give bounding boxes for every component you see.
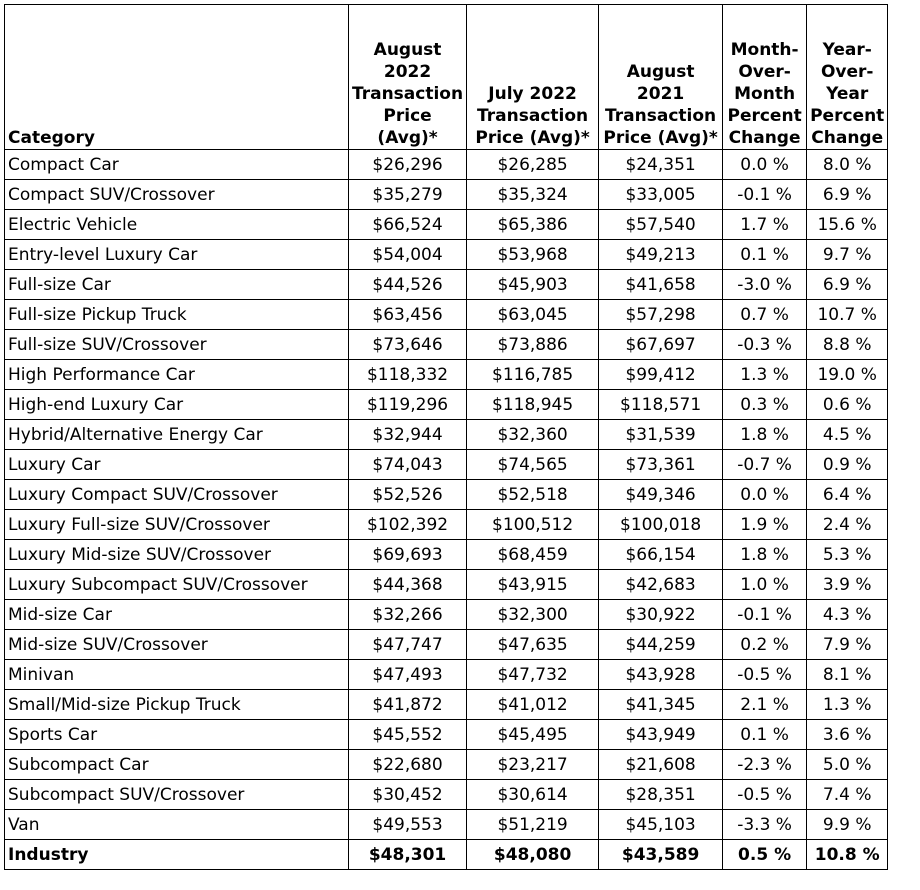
cell-mom-change: 0.7 %	[723, 300, 807, 330]
cell-aug-2022-price: $45,552	[349, 720, 467, 750]
cell-category: Van	[5, 810, 349, 840]
cell-mom-change: 0.1 %	[723, 240, 807, 270]
cell-mom-change: 0.3 %	[723, 390, 807, 420]
cell-yoy-change: 8.1 %	[807, 660, 888, 690]
cell-jul-2022-price: $51,219	[467, 810, 599, 840]
cell-yoy-change: 8.0 %	[807, 150, 888, 180]
cell-yoy-change: 5.0 %	[807, 750, 888, 780]
cell-jul-2022-price: $26,285	[467, 150, 599, 180]
cell-aug-2021-price: $67,697	[599, 330, 723, 360]
cell-aug-2022-price: $47,493	[349, 660, 467, 690]
cell-yoy-change: 4.3 %	[807, 600, 888, 630]
cell-mom-change: 1.7 %	[723, 210, 807, 240]
cell-yoy-change: 15.6 %	[807, 210, 888, 240]
table-row	[5, 420, 888, 450]
table-body	[5, 150, 888, 870]
cell-aug-2022-price: $66,524	[349, 210, 467, 240]
cell-jul-2022-price: $73,886	[467, 330, 599, 360]
cell-mom-change: -0.5 %	[723, 780, 807, 810]
cell-mom-change: 0.0 %	[723, 150, 807, 180]
table-row	[5, 270, 888, 300]
cell-aug-2021-price: $73,361	[599, 450, 723, 480]
cell-category: Full-size Pickup Truck	[5, 300, 349, 330]
cell-jul-2022-price: $30,614	[467, 780, 599, 810]
total-category: Industry	[5, 840, 349, 870]
cell-jul-2022-price: $63,045	[467, 300, 599, 330]
cell-aug-2022-price: $32,944	[349, 420, 467, 450]
cell-mom-change: 1.9 %	[723, 510, 807, 540]
cell-mom-change: 0.1 %	[723, 720, 807, 750]
cell-jul-2022-price: $35,324	[467, 180, 599, 210]
cell-jul-2022-price: $47,732	[467, 660, 599, 690]
cell-aug-2021-price: $30,922	[599, 600, 723, 630]
cell-category: Subcompact Car	[5, 750, 349, 780]
table-row	[5, 330, 888, 360]
cell-mom-change: -0.7 %	[723, 450, 807, 480]
cell-jul-2022-price: $43,915	[467, 570, 599, 600]
cell-aug-2022-price: $69,693	[349, 540, 467, 570]
table-container	[4, 4, 888, 870]
cell-category: Luxury Compact SUV/Crossover	[5, 480, 349, 510]
total-jul-2022-price: $48,080	[467, 840, 599, 870]
table-row	[5, 180, 888, 210]
cell-jul-2022-price: $68,459	[467, 540, 599, 570]
cell-aug-2021-price: $49,346	[599, 480, 723, 510]
cell-category: Electric Vehicle	[5, 210, 349, 240]
cell-yoy-change: 2.4 %	[807, 510, 888, 540]
cell-mom-change: -0.3 %	[723, 330, 807, 360]
cell-aug-2022-price: $35,279	[349, 180, 467, 210]
table-row	[5, 660, 888, 690]
table-row	[5, 690, 888, 720]
cell-yoy-change: 6.4 %	[807, 480, 888, 510]
cell-category: Minivan	[5, 660, 349, 690]
cell-mom-change: -0.1 %	[723, 180, 807, 210]
cell-mom-change: 1.3 %	[723, 360, 807, 390]
cell-aug-2022-price: $30,452	[349, 780, 467, 810]
cell-jul-2022-price: $118,945	[467, 390, 599, 420]
cell-mom-change: 0.0 %	[723, 480, 807, 510]
cell-mom-change: 1.0 %	[723, 570, 807, 600]
table-row	[5, 150, 888, 180]
cell-aug-2021-price: $43,928	[599, 660, 723, 690]
cell-category: Entry-level Luxury Car	[5, 240, 349, 270]
table-row	[5, 450, 888, 480]
cell-aug-2022-price: $119,296	[349, 390, 467, 420]
cell-aug-2021-price: $45,103	[599, 810, 723, 840]
table-row	[5, 390, 888, 420]
cell-aug-2021-price: $43,949	[599, 720, 723, 750]
cell-aug-2021-price: $66,154	[599, 540, 723, 570]
header-jul-2022-price: July 2022 Transaction Price (Avg)*	[467, 5, 599, 150]
cell-aug-2021-price: $33,005	[599, 180, 723, 210]
cell-mom-change: -3.0 %	[723, 270, 807, 300]
cell-jul-2022-price: $53,968	[467, 240, 599, 270]
cell-jul-2022-price: $32,360	[467, 420, 599, 450]
cell-mom-change: -0.5 %	[723, 660, 807, 690]
cell-yoy-change: 10.7 %	[807, 300, 888, 330]
cell-category: Mid-size Car	[5, 600, 349, 630]
transaction-price-table	[4, 4, 888, 870]
cell-mom-change: 0.2 %	[723, 630, 807, 660]
cell-aug-2021-price: $28,351	[599, 780, 723, 810]
table-row	[5, 510, 888, 540]
header-aug-2022-price: August 2022 Transaction Price (Avg)*	[349, 5, 467, 150]
table-row	[5, 300, 888, 330]
cell-aug-2022-price: $52,526	[349, 480, 467, 510]
cell-yoy-change: 6.9 %	[807, 180, 888, 210]
table-row	[5, 210, 888, 240]
cell-aug-2022-price: $32,266	[349, 600, 467, 630]
cell-yoy-change: 9.9 %	[807, 810, 888, 840]
cell-aug-2021-price: $57,298	[599, 300, 723, 330]
cell-aug-2021-price: $100,018	[599, 510, 723, 540]
total-mom-change: 0.5 %	[723, 840, 807, 870]
header-mom-change: Month- Over- Month Percent Change	[723, 5, 807, 150]
cell-mom-change: -2.3 %	[723, 750, 807, 780]
cell-category: Luxury Subcompact SUV/Crossover	[5, 570, 349, 600]
header-yoy-change: Year- Over- Year Percent Change	[807, 5, 888, 150]
table-row	[5, 780, 888, 810]
cell-aug-2021-price: $21,608	[599, 750, 723, 780]
cell-aug-2022-price: $22,680	[349, 750, 467, 780]
cell-aug-2022-price: $63,456	[349, 300, 467, 330]
cell-category: High-end Luxury Car	[5, 390, 349, 420]
cell-jul-2022-price: $23,217	[467, 750, 599, 780]
cell-aug-2022-price: $44,526	[349, 270, 467, 300]
cell-jul-2022-price: $47,635	[467, 630, 599, 660]
total-row	[5, 840, 888, 870]
cell-jul-2022-price: $32,300	[467, 600, 599, 630]
cell-yoy-change: 8.8 %	[807, 330, 888, 360]
cell-yoy-change: 4.5 %	[807, 420, 888, 450]
table-row	[5, 540, 888, 570]
cell-jul-2022-price: $45,495	[467, 720, 599, 750]
cell-category: Compact SUV/Crossover	[5, 180, 349, 210]
cell-aug-2022-price: $49,553	[349, 810, 467, 840]
total-aug-2022-price: $48,301	[349, 840, 467, 870]
table-row	[5, 240, 888, 270]
cell-yoy-change: 1.3 %	[807, 690, 888, 720]
cell-category: Hybrid/Alternative Energy Car	[5, 420, 349, 450]
cell-yoy-change: 0.9 %	[807, 450, 888, 480]
cell-yoy-change: 9.7 %	[807, 240, 888, 270]
cell-mom-change: 1.8 %	[723, 420, 807, 450]
cell-yoy-change: 7.9 %	[807, 630, 888, 660]
cell-yoy-change: 7.4 %	[807, 780, 888, 810]
cell-jul-2022-price: $65,386	[467, 210, 599, 240]
cell-jul-2022-price: $100,512	[467, 510, 599, 540]
table-row	[5, 630, 888, 660]
cell-mom-change: 2.1 %	[723, 690, 807, 720]
table-row	[5, 360, 888, 390]
cell-yoy-change: 6.9 %	[807, 270, 888, 300]
cell-aug-2021-price: $57,540	[599, 210, 723, 240]
cell-aug-2022-price: $102,392	[349, 510, 467, 540]
cell-yoy-change: 3.9 %	[807, 570, 888, 600]
cell-aug-2022-price: $47,747	[349, 630, 467, 660]
cell-aug-2022-price: $118,332	[349, 360, 467, 390]
cell-jul-2022-price: $116,785	[467, 360, 599, 390]
cell-jul-2022-price: $41,012	[467, 690, 599, 720]
total-yoy-change: 10.8 %	[807, 840, 888, 870]
cell-mom-change: -3.3 %	[723, 810, 807, 840]
cell-aug-2022-price: $41,872	[349, 690, 467, 720]
cell-yoy-change: 5.3 %	[807, 540, 888, 570]
table-row	[5, 570, 888, 600]
cell-yoy-change: 0.6 %	[807, 390, 888, 420]
cell-aug-2022-price: $44,368	[349, 570, 467, 600]
cell-category: Subcompact SUV/Crossover	[5, 780, 349, 810]
cell-category: Full-size SUV/Crossover	[5, 330, 349, 360]
cell-mom-change: -0.1 %	[723, 600, 807, 630]
cell-aug-2021-price: $31,539	[599, 420, 723, 450]
cell-aug-2022-price: $54,004	[349, 240, 467, 270]
table-row	[5, 600, 888, 630]
cell-aug-2021-price: $99,412	[599, 360, 723, 390]
cell-aug-2022-price: $26,296	[349, 150, 467, 180]
cell-aug-2021-price: $41,658	[599, 270, 723, 300]
header-category: Category	[5, 5, 349, 150]
cell-category: High Performance Car	[5, 360, 349, 390]
cell-aug-2022-price: $74,043	[349, 450, 467, 480]
cell-category: Full-size Car	[5, 270, 349, 300]
table-row	[5, 810, 888, 840]
cell-aug-2021-price: $118,571	[599, 390, 723, 420]
table-row	[5, 720, 888, 750]
cell-aug-2021-price: $42,683	[599, 570, 723, 600]
cell-yoy-change: 19.0 %	[807, 360, 888, 390]
cell-jul-2022-price: $45,903	[467, 270, 599, 300]
table-row	[5, 480, 888, 510]
cell-category: Luxury Full-size SUV/Crossover	[5, 510, 349, 540]
cell-category: Compact Car	[5, 150, 349, 180]
cell-category: Mid-size SUV/Crossover	[5, 630, 349, 660]
total-aug-2021-price: $43,589	[599, 840, 723, 870]
cell-aug-2022-price: $73,646	[349, 330, 467, 360]
cell-aug-2021-price: $44,259	[599, 630, 723, 660]
cell-jul-2022-price: $52,518	[467, 480, 599, 510]
cell-category: Luxury Car	[5, 450, 349, 480]
header-row	[5, 5, 888, 150]
cell-aug-2021-price: $41,345	[599, 690, 723, 720]
cell-aug-2021-price: $49,213	[599, 240, 723, 270]
header-aug-2021-price: August 2021 Transaction Price (Avg)*	[599, 5, 723, 150]
table-row	[5, 750, 888, 780]
cell-aug-2021-price: $24,351	[599, 150, 723, 180]
cell-category: Luxury Mid-size SUV/Crossover	[5, 540, 349, 570]
cell-category: Small/Mid-size Pickup Truck	[5, 690, 349, 720]
cell-mom-change: 1.8 %	[723, 540, 807, 570]
cell-jul-2022-price: $74,565	[467, 450, 599, 480]
cell-category: Sports Car	[5, 720, 349, 750]
cell-yoy-change: 3.6 %	[807, 720, 888, 750]
